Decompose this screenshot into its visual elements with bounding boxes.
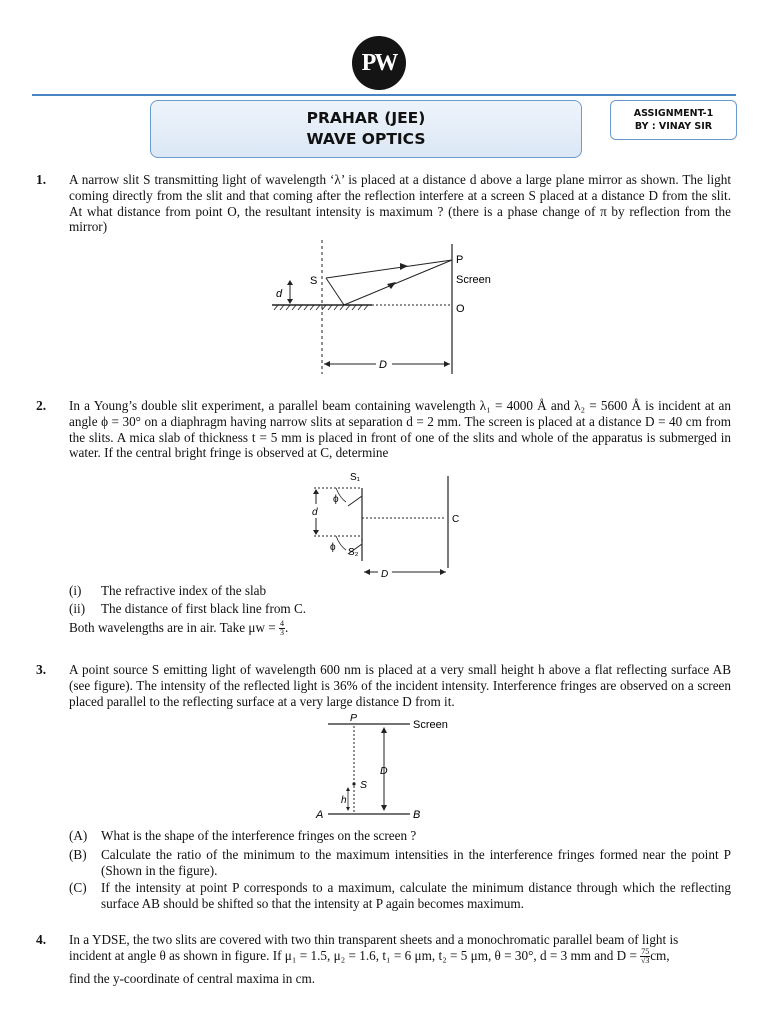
title-line2: WAVE OPTICS bbox=[306, 130, 426, 148]
q3-part-b-text: Calculate the ratio of the minimum to the maximum intensities in the interference fringes formed near the point P (Shown in the figure). bbox=[101, 847, 731, 878]
q2-fig-phi-top: ϕ bbox=[333, 494, 339, 505]
author-label: BY : VINAY SIR bbox=[634, 121, 713, 132]
q3-part-a-text: What is the shape of the interference fringes on the screen ? bbox=[101, 828, 417, 843]
assignment-box bbox=[610, 100, 737, 140]
q2-note-suffix: . bbox=[285, 620, 289, 635]
q4-line2-suffix: cm, bbox=[650, 948, 670, 963]
q2-note bbox=[69, 620, 288, 637]
q4-frac-num: 75 bbox=[641, 947, 650, 957]
q4-frac-den: √3 bbox=[640, 956, 650, 966]
q2-fig-dist: D bbox=[381, 569, 389, 580]
q4-line2-prefix: incident at angle θ as shown in figure. If μ₁ = 1.5, μ₂ = 1.6, t₁ = 6 μm, t₂ = 5 μm, θ = 30°, d = 3 mm and D = bbox=[69, 948, 637, 963]
q2-part-ii-label: (ii) bbox=[69, 601, 86, 616]
q3-text: A point source S emitting light of wavelength 600 nm is placed at a very small height h above a flat reflecting surface AB (see figure). The intensity of the reflected light is 36% of the incident intensity. Interference fringes are observed on a screen placed parallel to the reflecting surface at a very large distance D from it. bbox=[69, 662, 731, 709]
q4-fraction bbox=[640, 948, 650, 965]
q2-part-i bbox=[69, 583, 266, 599]
q1-fig-screen: Screen bbox=[456, 274, 491, 286]
q1-number: 1. bbox=[36, 172, 47, 187]
q2-note-den: 3 bbox=[280, 628, 285, 638]
q3-part-c-text: If the intensity at point P corresponds to a maximum, calculate the minimum distance through which the reflecting surface AB should be shifted so that the intensity at P again becomes maximum. bbox=[101, 880, 731, 911]
q3-part-b-label: (B) bbox=[69, 847, 87, 862]
q1-text: A narrow slit S transmitting light of wavelength ‘λ’ is placed at a distance d above a large plane mirror as shown. The light coming directly from the slit and that coming after the reflection interfere at a screen S placed at a distance D from the slit. At what distance from point O, the resultant intensity is maximum ? (there is a phase change of π by reflection from the mirror) bbox=[69, 172, 731, 235]
q2-fig-s2: S₂ bbox=[348, 547, 359, 558]
q3-fig-b: B bbox=[413, 809, 421, 821]
q3-number: 3. bbox=[36, 662, 47, 677]
q1-fig-s: S bbox=[310, 275, 318, 287]
q3-fig-s: S bbox=[360, 779, 368, 791]
q2-part-ii-text: The distance of first black line from C. bbox=[101, 601, 307, 616]
q1-fig-dist: D bbox=[379, 359, 387, 371]
pw-logo bbox=[352, 36, 406, 90]
q2-note-prefix: Both wavelengths are in air. Take μw = bbox=[69, 620, 276, 635]
q3-fig-a: A bbox=[316, 809, 324, 821]
q2-note-num: 4 bbox=[280, 619, 285, 629]
q2-part-i-label: (i) bbox=[69, 583, 82, 598]
q3-part-a-label: (A) bbox=[69, 828, 88, 843]
q2-part-i-text: The refractive index of the slab bbox=[101, 583, 267, 598]
q3-fig-h: h bbox=[341, 795, 347, 806]
q3-fig-p: P bbox=[350, 712, 358, 724]
q4-number: 4. bbox=[36, 932, 47, 947]
q4-line3: find the y-coordinate of central maxima in cm. bbox=[69, 971, 316, 986]
q1-fig-o: O bbox=[456, 303, 465, 315]
q1-fig-p: P bbox=[456, 254, 464, 266]
q3-figure bbox=[310, 710, 470, 822]
q2-fig-c: C bbox=[452, 514, 460, 525]
q2-number: 2. bbox=[36, 398, 47, 413]
q2-text: In a Young’s double slit experiment, a parallel beam containing wavelength λ₁ = 4000 Å and λ₂ = 5600 Å is incident at an angle ϕ = 30° on a diaphragm having narrow slits at separation d = 2 mm. The screen is placed at a distance D = 40 cm from the slits. A mica slab of thickness t = 5 mm is placed in front of one of the slits and whole of the apparatus is submerged in water. If the central bright fringe is observed at C, determine bbox=[69, 398, 731, 461]
title-line1: PRAHAR (JEE) bbox=[306, 109, 426, 127]
q3-fig-d: D bbox=[380, 765, 388, 777]
q2-fig-s1: S₁ bbox=[350, 472, 361, 483]
title-box bbox=[150, 100, 582, 158]
q4-line1: In a YDSE, the two slits are covered with two thin transparent sheets and a monochromatic parallel beam of light is bbox=[69, 932, 679, 947]
assignment-label: ASSIGNMENT-1 bbox=[633, 108, 714, 119]
q3-part-c-label: (C) bbox=[69, 880, 87, 895]
q1-fig-d: d bbox=[276, 288, 283, 300]
q2-fig-d: d bbox=[312, 507, 318, 518]
header-divider bbox=[32, 94, 736, 96]
q3-fig-screen: Screen bbox=[413, 719, 448, 731]
q2-part-ii bbox=[69, 601, 306, 617]
q4-line2 bbox=[69, 948, 731, 965]
q2-fig-phi-bottom: ϕ bbox=[330, 542, 336, 553]
q1-figure bbox=[260, 236, 510, 378]
logo-text: PW bbox=[361, 49, 397, 76]
q2-figure bbox=[300, 466, 470, 582]
